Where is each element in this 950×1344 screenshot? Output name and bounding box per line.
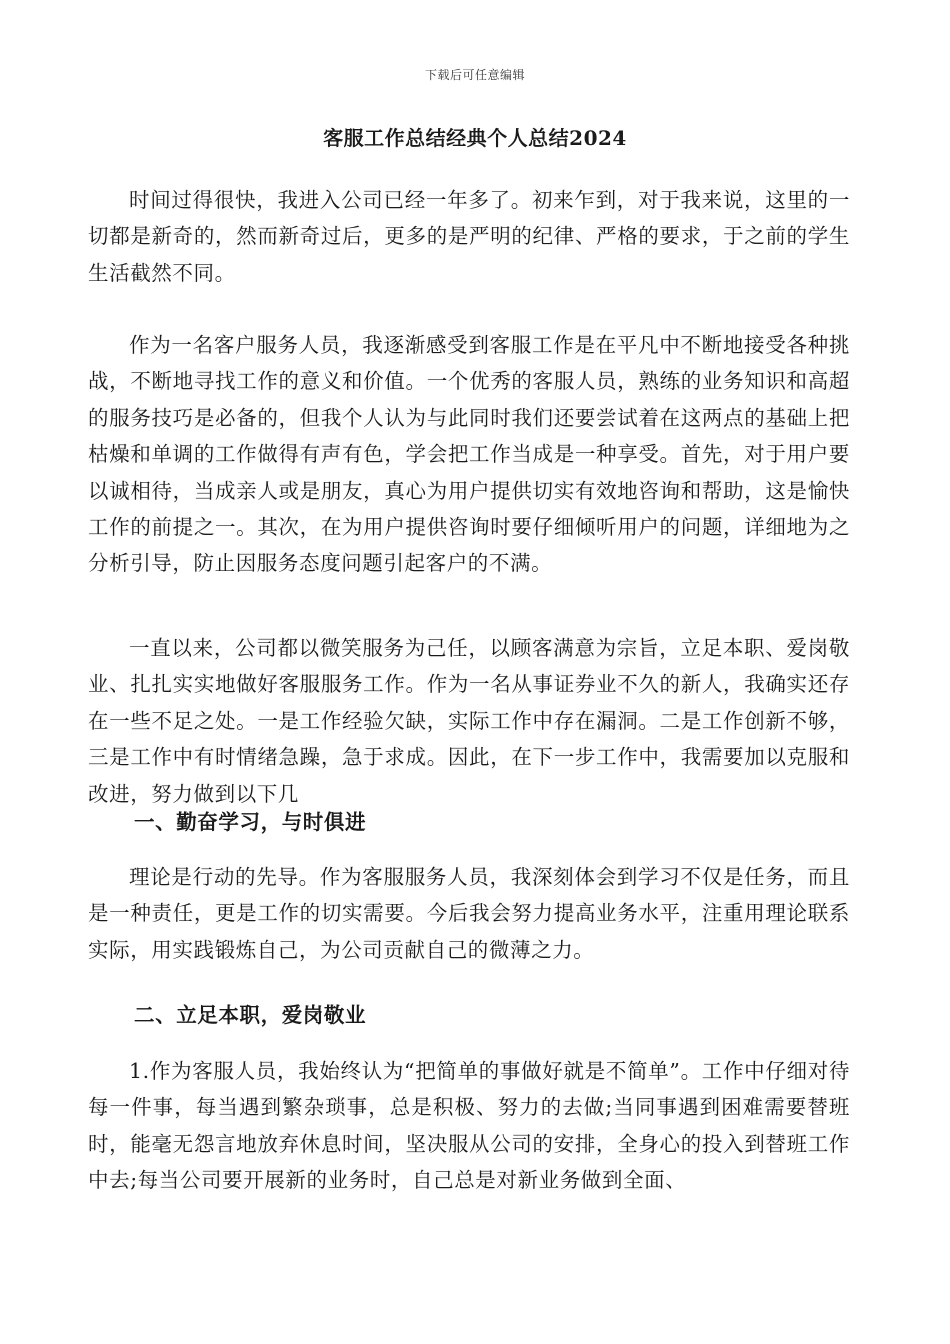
header-note: 下载后可任意编辑 — [424, 68, 525, 82]
paragraph-role: 作为一名客户服务人员，我逐渐感受到客服工作是在平凡中不断地接受各种挑战，不断地寻找工作的意义和价值。一个优秀的客服人员，熟练的业务知识和高超的服务技巧是必备的，但我个人认为与此同时我们还要尝试着在这两点的基础上把枯燥和单调的工作做得有声有色，学会把工作当成是一种享受。首先，对于用户要以诚相待，当成亲人或是朋友，真心为用户提供切实有效地咨询和帮助，这是愉快工作的前提之一。其次，在为用户提供咨询时要仔细倾听用户的问题，详细地为之分析引导，防止因服务态度问题引起客户的不满。 — [88, 333, 850, 576]
paragraph-duty: 1.作为客服人员，我始终认为“把简单的事做好就是不简单”。工作中仔细对待每一件事，每当遇到繁杂琐事，总是积极、努力的去做;当同事遇到困难需要替班时，能毫无怨言地放弃休息时间，坚决服从公司的安排，全身心的投入到替班工作中去;每当公司要开展新的业务时，自己总是对新业务做到全面、 — [88, 1059, 850, 1193]
document-title: 客服工作总结经典个人总结2024 — [323, 126, 627, 150]
paragraph-reflection: 一直以来，公司都以微笑服务为己任，以顾客满意为宗旨，立足本职、爱岗敬业、扎扎实实地做好客服服务工作。作为一名从事证券业不久的新人，我确实还存在一些不足之处。一是工作经验欠缺，实际工作中存在漏洞。二是工作创新不够，三是工作中有时情绪急躁，急于求成。因此，在下一步工作中，我需要加以克服和改进，努力做到以下几 — [88, 636, 850, 806]
section-heading-duty: 二、立足本职，爱岗敬业 — [134, 1003, 367, 1027]
paragraph-intro: 时间过得很快，我进入公司已经一年多了。初来乍到，对于我来说，这里的一切都是新奇的，然而新奇过后，更多的是严明的纪律、严格的要求，于之前的学生生活截然不同。 — [88, 188, 850, 285]
paragraph-study: 理论是行动的先导。作为客服服务人员，我深刻体会到学习不仅是任务，而且是一种责任，更是工作的切实需要。今后我会努力提高业务水平，注重用理论联系实际，用实践锻炼自己，为公司贡献自己的微薄之力。 — [88, 865, 850, 962]
section-heading-study: 一、勤奋学习，与时俱进 — [134, 810, 367, 834]
